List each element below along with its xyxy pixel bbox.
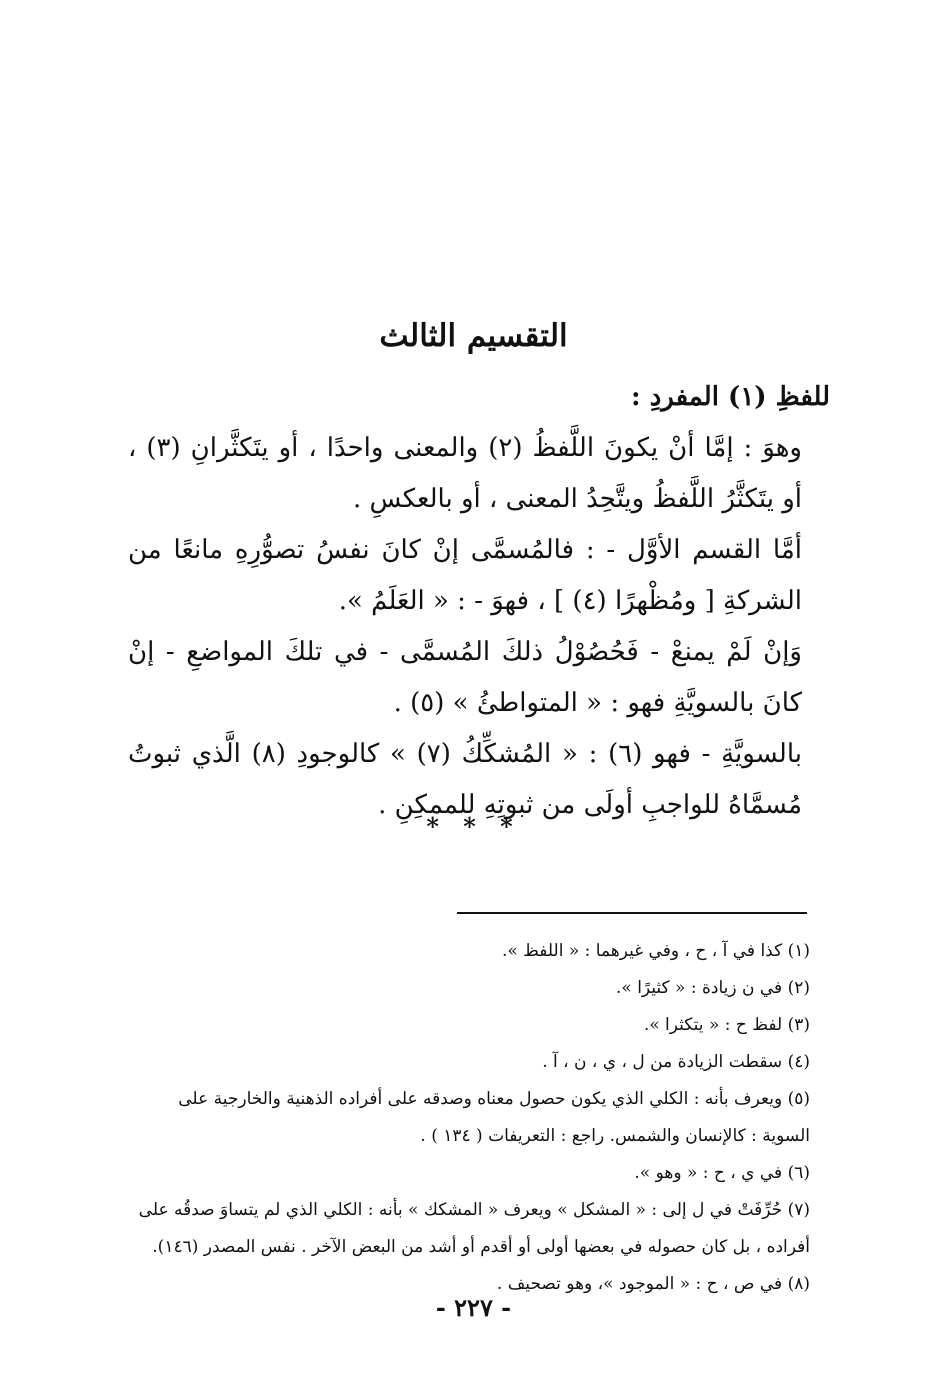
paragraph-1: وهوَ : إمَّا أنْ يكونَ اللَّفظُ (٢) والمعنى واحدًا ، أو يتَكثَّرانِ (٣) ، أو يتَكثَّرُ اللَّفظُ ويتَّحِدُ المعنى ، أو بالعكسِ . <box>128 433 802 514</box>
page-number: - ٢٢٧ - <box>435 1293 512 1322</box>
footnote-7: (٧) حُرِّفَتْ في ل إلى : « المشكل » ويعرف « المشكك » بأنه : الكلي الذي لم يتساوَ صدقُه على أفراده ، بل كان حصوله في بعضها أولى أو أقدم أو أشد من البعض الآخر . نفس المصدر (١٤٦). <box>138 1200 810 1257</box>
section-heading: التقسيم الثالث <box>379 318 568 354</box>
footnote-divider <box>457 912 807 914</box>
subheading: للفظِ (١) المفردِ : <box>631 382 830 412</box>
main-text <box>128 372 830 831</box>
paragraph-4: بالسويَّةِ - فهو (٦) : « المُشكِّكُ (٧) » كالوجودِ (٨) الَّذي ثبوتُ مُسمَّاهُ للواجبِ أولَى من ثبوتِهِ للممكِنِ . <box>128 739 802 820</box>
footnote-5: (٥) ويعرف بأنه : الكلي الذي يكون حصول معناه وصدقه على أفراده الذهنية والخارجية على السوية : كالإنسان والشمس. راجع : التعريفات ( ١٣٤ ) . <box>178 1089 810 1146</box>
footnote-2: (٢) في ن زيادة : « كثيرًا ». <box>615 978 810 998</box>
footnotes <box>130 933 810 1303</box>
footnote-4: (٤) سقطت الزيادة من ل ، ي ، ن ، آ . <box>542 1052 810 1072</box>
footnote-3: (٣) لفظ ح : « يتكثرا ». <box>643 1015 810 1035</box>
footnote-1: (١) كذا في آ ، ح ، وفي غيرهما : « اللفظ ». <box>501 941 810 961</box>
section-separator: * * * <box>426 812 521 841</box>
paragraph-2: أمَّا القسم الأوَّل - : فالمُسمَّى إنْ كانَ نفسُ تصوُّرِهِ مانعًا من الشركةِ [ ومُظْهرًا (٤) ] ، فهوَ - : « العَلَمُ ». <box>128 535 802 616</box>
footnote-6: (٦) في ي ، ح : « وهو ». <box>634 1163 810 1183</box>
footnote-8: (٨) في ص ، ح : « الموجود »، وهو تصحيف . <box>496 1274 810 1294</box>
paragraph-3: وَإنْ لَمْ يمنعْ - فَحُصُوْلُ ذلكَ المُسمَّى - في تلكَ المواضعِ - إنْ كانَ بالسويَّةِ فهو : « المتواطئُ » (٥) . <box>128 637 802 718</box>
